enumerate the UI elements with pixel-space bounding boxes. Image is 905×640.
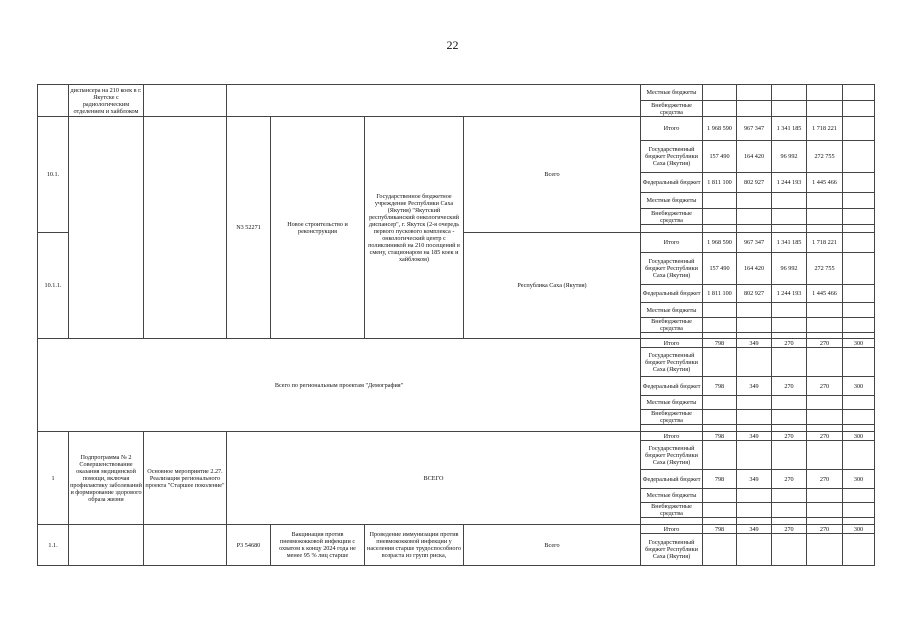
source-federal: Федеральный бюджет xyxy=(641,173,703,193)
source-local: Местные бюджеты xyxy=(641,85,703,101)
source-offbudget: Внебюджетные средства xyxy=(641,410,703,425)
responsible: ВСЕГО xyxy=(227,432,641,525)
row-num: 1.1. xyxy=(38,525,69,566)
subprogram-name: Подпрограмма № 2 Совершенствование оказания медицинской помощи, включая профилактику заболеваний и формирование здорового образа жизни xyxy=(69,432,144,525)
main-measure: Основное мероприятие 2.27. Реализация регионального проекта "Старшее поколение" xyxy=(144,432,227,525)
table-row: Федеральный бюджет 1 811 100 802 927 1 244 193 1 445 466 xyxy=(38,173,875,193)
table-row: Государственный бюджет Республики Саха (Якутия) 157 490 164 420 96 992 272 755 xyxy=(38,253,875,285)
source-offbudget: Внебюджетные средства xyxy=(641,318,703,333)
page-number: 22 xyxy=(446,38,459,52)
table-row: 1 Подпрограмма № 2 Совершенствование оказания медицинской помощи, включая профилактику заболеваний и формирование здорового образа жизни Основное мероприятие 2.27. Реализация регионального проекта "Старшее поколение" ВСЕГО Итого 798 349 270 270 300 xyxy=(38,432,875,441)
table-row: Федеральный бюджет 798 349 270 270 300 xyxy=(38,470,875,489)
table-row: 1.1. P3 54680 Вакцинация против пневмококковой инфекции с охватом к концу 2024 года не менее 95 % лиц старше Проведение иммунизации против пневмококковой инфекции у населения старше трудоспособного возраста из групп риска, Всего Итого 798 349 270 270 300 xyxy=(38,525,875,534)
row-num: 1 xyxy=(38,432,69,525)
object-name: Проведение иммунизации против пневмококковой инфекции у населения старше трудоспособного возраста из групп риска, xyxy=(365,525,464,566)
source-federal: Федеральный бюджет xyxy=(641,470,703,489)
source-offbudget: Внебюджетные средства xyxy=(641,503,703,518)
source-state: Государственный бюджет Республики Саха (Якутия) xyxy=(641,441,703,470)
row-num: 10.1. xyxy=(38,117,69,233)
row-num: 10.1.1. xyxy=(38,233,69,339)
responsible: Всего xyxy=(464,117,641,233)
responsible: Всего xyxy=(464,525,641,566)
source-total: Итого xyxy=(641,339,703,348)
budget-code: N3 52271 xyxy=(227,117,271,339)
work-type: Вакцинация против пневмококковой инфекции с охватом к концу 2024 года не менее 95 % лиц старше xyxy=(271,525,365,566)
source-total: Итого xyxy=(641,117,703,141)
source-total: Итого xyxy=(641,233,703,253)
source-state: Государственный бюджет Республики Саха (Якутия) xyxy=(641,534,703,566)
source-state: Государственный бюджет Республики Саха (Якутия) xyxy=(641,253,703,285)
table-row: Всего по региональным проектам "Демография" Итого 798 349 270 270 300 xyxy=(38,339,875,348)
source-offbudget: Внебюджетные средства xyxy=(641,209,703,225)
source-total: Итого xyxy=(641,432,703,441)
source-local: Местные бюджеты xyxy=(641,489,703,503)
object-name: Государственное бюджетное учреждение Республики Саха (Якутия) "Якутский республиканский онкологический диспансер", г. Якутск (2-я очередь первого пускового комплекса - онкологический центр с поликлиникой на 210 посещений в смену, стационаром на 185 коек и хайблоком) xyxy=(365,117,464,339)
source-state: Государственный бюджет Республики Саха (Якутия) xyxy=(641,348,703,377)
source-local: Местные бюджеты xyxy=(641,193,703,209)
table-row: 10.1.1. Республика Саха (Якутия) Итого 1 968 590 967 347 1 341 185 1 718 221 xyxy=(38,233,875,253)
table-row: 10.1. N3 52271 Новое строительство и реконструкция Государственное бюджетное учреждение Республики Саха (Якутия) "Якутский республиканский онкологический диспансер", г. Якутск (2-я очередь первого пускового комплекса - онкологический центр с поликлиникой на 210 посещений в смену, стационаром на 185 коек и хайблоком) Всего Итого 1 968 590 967 347 1 341 185 1 718 221 xyxy=(38,117,875,141)
funding-table xyxy=(37,84,875,566)
demography-total-label: Всего по региональным проектам "Демография" xyxy=(38,339,641,432)
source-total: Итого xyxy=(641,525,703,534)
source-state: Государственный бюджет Республики Саха (Якутия) xyxy=(641,141,703,173)
budget-code: P3 54680 xyxy=(227,525,271,566)
source-local: Местные бюджеты xyxy=(641,303,703,318)
table-row xyxy=(38,85,875,101)
source-offbudget: Внебюджетные средства xyxy=(641,101,703,117)
work-type: Новое строительство и реконструкция xyxy=(271,117,365,339)
table-row: Федеральный бюджет 798 349 270 270 300 xyxy=(38,377,875,396)
source-federal: Федеральный бюджет xyxy=(641,377,703,396)
continued-name: диспансера на 210 коек в г. Якутске с радиологическим отделением и хайблоком xyxy=(69,85,144,117)
table-row: Государственный бюджет Республики Саха (Якутия) 157 490 164 420 96 992 272 755 xyxy=(38,141,875,173)
responsible: Республика Саха (Якутия) xyxy=(464,233,641,339)
table-row: Федеральный бюджет 1 811 100 802 927 1 244 193 1 445 466 xyxy=(38,285,875,303)
source-local: Местные бюджеты xyxy=(641,396,703,410)
source-federal: Федеральный бюджет xyxy=(641,285,703,303)
